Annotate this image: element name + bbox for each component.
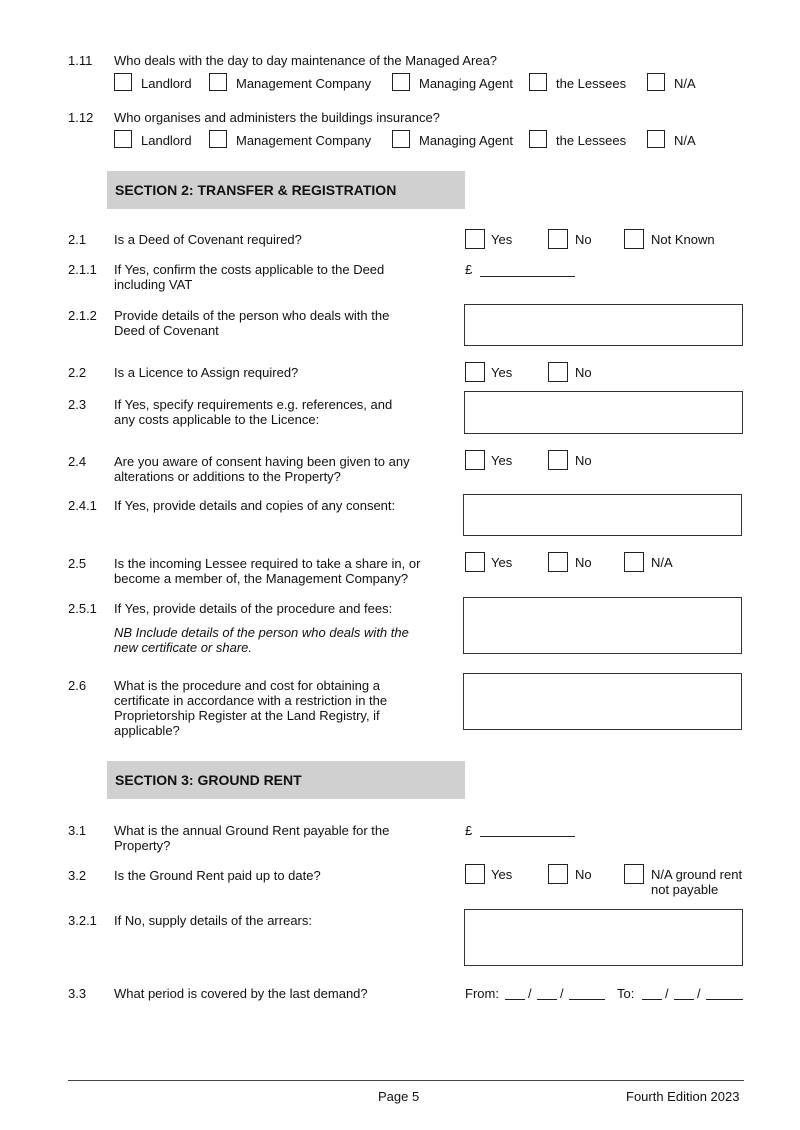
yes-checkbox[interactable] (465, 864, 485, 884)
question-text: What is the annual Ground Rent payable for the Property? (114, 823, 390, 853)
option-label: N/A (674, 133, 696, 148)
option-label: N/A ground rent not payable (651, 867, 743, 897)
management-company-checkbox[interactable] (209, 73, 227, 91)
question-text: Is a Deed of Covenant required? (114, 232, 302, 247)
no-checkbox[interactable] (548, 362, 568, 382)
option-label: No (575, 453, 592, 468)
section-title: SECTION 2: TRANSFER & REGISTRATION (115, 182, 397, 198)
ground-rent-amount-field[interactable] (480, 836, 575, 837)
footer-divider (68, 1080, 744, 1081)
question-number: 2.1.2 (68, 308, 97, 323)
question-text: What is the procedure and cost for obtaining a certificate in accordance with a restriction in the Proprietorship Register at the Land Registry, if applicable? (114, 678, 388, 738)
from-year-field[interactable] (569, 999, 605, 1000)
question-number: 1.11 (68, 53, 93, 68)
option-label: Yes (491, 867, 513, 882)
currency-symbol: £ (465, 823, 473, 838)
no-checkbox[interactable] (548, 552, 568, 572)
option-label: Management Company (236, 133, 372, 148)
to-day-field[interactable] (642, 999, 662, 1000)
yes-checkbox[interactable] (465, 362, 485, 382)
page-number: Page 5 (378, 1089, 420, 1104)
option-label: Yes (491, 555, 513, 570)
yes-checkbox[interactable] (465, 450, 485, 470)
no-checkbox[interactable] (548, 450, 568, 470)
section-3-header (107, 761, 465, 799)
lessees-checkbox[interactable] (529, 130, 547, 148)
question-text: If Yes, specify requirements e.g. references, and any costs applicable to the Licence: (114, 397, 393, 427)
management-company-checkbox[interactable] (209, 130, 227, 148)
option-label: No (575, 232, 592, 247)
option-label: the Lessees (556, 133, 627, 148)
question-number: 2.4.1 (68, 498, 97, 513)
currency-symbol: £ (465, 262, 473, 277)
date-separator: / (697, 986, 701, 1001)
question-note: NB Include details of the person who deals with the new certificate or share. (114, 625, 409, 655)
question-text: Is the incoming Lessee required to take a share in, or become a member of, the Management Company? (114, 556, 421, 586)
section-title: SECTION 3: GROUND RENT (115, 772, 302, 788)
from-day-field[interactable] (505, 999, 525, 1000)
question-text: If Yes, provide details of the procedure and fees: (114, 601, 393, 616)
deed-cost-field[interactable] (480, 276, 575, 277)
option-label: No (575, 867, 592, 882)
to-year-field[interactable] (706, 999, 743, 1000)
option-label: No (575, 555, 592, 570)
to-label: To: (617, 986, 635, 1001)
yes-checkbox[interactable] (465, 552, 485, 572)
option-label: N/A (674, 76, 696, 91)
na-checkbox[interactable] (647, 130, 665, 148)
question-text: Provide details of the person who deals with the Deed of Covenant (114, 308, 390, 338)
certificate-procedure-field[interactable] (463, 673, 742, 730)
na-checkbox[interactable] (624, 552, 644, 572)
question-number: 2.1 (68, 232, 87, 247)
not-known-checkbox[interactable] (624, 229, 644, 249)
to-month-field[interactable] (674, 999, 694, 1000)
deed-contact-field[interactable] (464, 304, 743, 346)
question-number: 2.5 (68, 556, 87, 571)
option-label: Landlord (141, 133, 192, 148)
landlord-checkbox[interactable] (114, 130, 132, 148)
no-checkbox[interactable] (548, 864, 568, 884)
no-checkbox[interactable] (548, 229, 568, 249)
date-separator: / (560, 986, 564, 1001)
managing-agent-checkbox[interactable] (392, 73, 410, 91)
date-separator: / (665, 986, 669, 1001)
question-text: If Yes, provide details and copies of any consent: (114, 498, 396, 513)
question-text: If No, supply details of the arrears: (114, 913, 312, 928)
question-text: Who organises and administers the buildings insurance? (114, 110, 440, 125)
option-label: Landlord (141, 76, 192, 91)
question-text: Who deals with the day to day maintenance of the Managed Area? (114, 53, 498, 68)
section-2-header (107, 171, 465, 209)
option-label: Yes (491, 365, 513, 380)
from-month-field[interactable] (537, 999, 557, 1000)
arrears-details-field[interactable] (464, 909, 743, 966)
question-text: Are you aware of consent having been given to any alterations or additions to the Property? (114, 454, 410, 484)
from-label: From: (465, 986, 499, 1001)
lessees-checkbox[interactable] (529, 73, 547, 91)
licence-requirements-field[interactable] (464, 391, 743, 434)
date-separator: / (528, 986, 532, 1001)
question-text: What period is covered by the last demand? (114, 986, 368, 1001)
landlord-checkbox[interactable] (114, 73, 132, 91)
option-label: Yes (491, 232, 513, 247)
yes-checkbox[interactable] (465, 229, 485, 249)
share-procedure-field[interactable] (463, 597, 742, 654)
option-label: Managing Agent (419, 76, 513, 91)
question-number: 2.4 (68, 454, 87, 469)
option-label: Yes (491, 453, 513, 468)
na-checkbox[interactable] (647, 73, 665, 91)
question-number: 1.12 (68, 110, 94, 125)
question-number: 2.3 (68, 397, 87, 412)
option-label: Management Company (236, 76, 372, 91)
question-number: 2.5.1 (68, 601, 97, 616)
option-label: Not Known (651, 232, 715, 247)
question-number: 2.6 (68, 678, 87, 693)
option-label: Managing Agent (419, 133, 513, 148)
edition-label: Fourth Edition 2023 (626, 1089, 740, 1104)
na-checkbox[interactable] (624, 864, 644, 884)
consent-details-field[interactable] (463, 494, 742, 536)
option-label: N/A (651, 555, 673, 570)
question-number: 2.2 (68, 365, 87, 380)
question-number: 2.1.1 (68, 262, 97, 277)
question-number: 3.2.1 (68, 913, 97, 928)
question-text: If Yes, confirm the costs applicable to the Deed including VAT (114, 262, 385, 292)
question-number: 3.1 (68, 823, 87, 838)
question-text: Is the Ground Rent paid up to date? (114, 868, 321, 883)
option-label: No (575, 365, 592, 380)
question-text: Is a Licence to Assign required? (114, 365, 299, 380)
question-number: 3.3 (68, 986, 87, 1001)
managing-agent-checkbox[interactable] (392, 130, 410, 148)
question-number: 3.2 (68, 868, 87, 883)
option-label: the Lessees (556, 76, 627, 91)
